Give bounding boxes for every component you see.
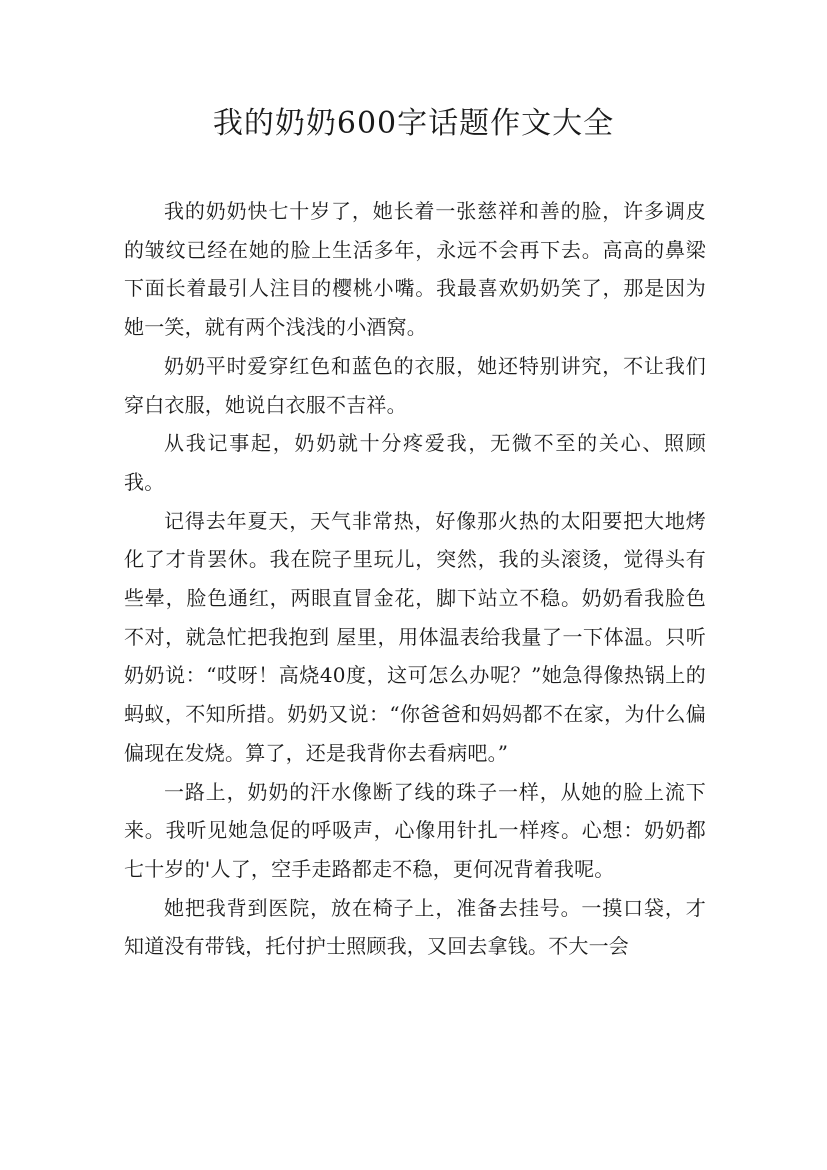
paragraph: 我的奶奶快七十岁了，她长着一张慈祥和善的脸，许多调皮的皱纹已经在她的脸上生活多年，永远不会再下去。高高的鼻梁下面长着最引人注目的樱桃小嘴。我最喜欢奶奶笑了，那是因为她一笑，就有两个浅浅的小酒窝。 (124, 199, 706, 340)
paragraph: 从我记事起，奶奶就十分疼爱我，无微不至的关心、照顾我。 (124, 431, 706, 494)
paragraph: 记得去年夏天，天气非常热，好像那火热的太阳要把大地烤化了才肯罢休。我在院子里玩儿，突然，我的头滚烫，觉得头有些晕，脸色通红，两眼直冒金花，脚下站立不稳。奶奶看我脸色不对，就急忙把我抱到 屋里，用体温表给我量了一下体温。只听奶奶说：“哎呀！高烧40度，这可怎么办呢？”她急得像热锅上的蚂蚁，不知所措。奶奶又说：“你爸爸和妈妈都不在家，为什么偏偏现在发烧。算了，还是我背你去看病吧。” (124, 508, 706, 765)
paragraph: 一路上，奶奶的汗水像断了线的珠子一样，从她的脸上流下来。我听见她急促的呼吸声，心像用针扎一样疼。心想：奶奶都七十岁的'人了，空手走路都走不稳，更何况背着我呢。 (124, 779, 706, 881)
document-body (124, 192, 706, 966)
paragraph: 她把我背到医院，放在椅子上，准备去挂号。一摸口袋，才知道没有带钱，托付护士照顾我，又回去拿钱。不大一会 (124, 895, 706, 959)
document-title: 我的奶奶600字话题作文大全 (212, 106, 615, 141)
paragraph: 奶奶平时爱穿红色和蓝色的衣服，她还特别讲究，不让我们穿白衣服，她说白衣服不吉祥。 (124, 353, 706, 417)
